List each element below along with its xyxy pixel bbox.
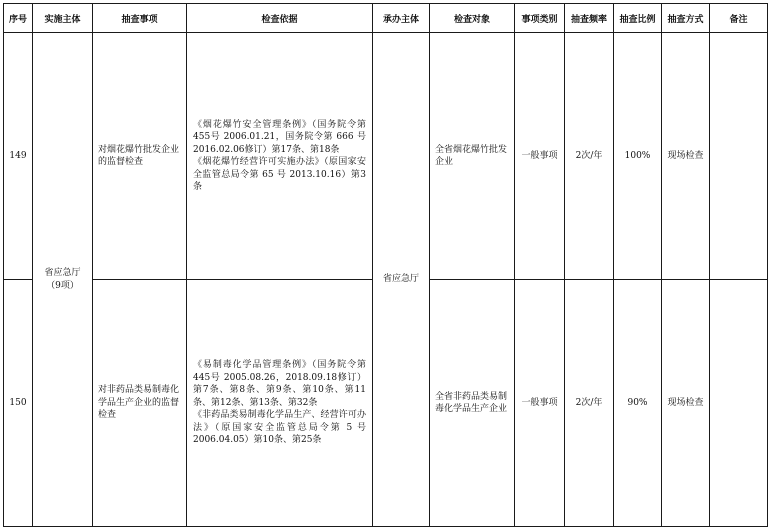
header-row xyxy=(4,4,768,33)
header-inspection-basis: 检查依据 xyxy=(187,4,373,33)
header-implementer: 实施主体 xyxy=(33,4,93,33)
serial-no-cell: 149 xyxy=(4,33,33,280)
table-row xyxy=(4,33,768,280)
frequency-cell: 2次/年 xyxy=(565,33,614,280)
header-inspection-item: 抽查事项 xyxy=(93,4,187,33)
header-item-category: 事项类别 xyxy=(515,4,565,33)
implementer-name: 省应急厅 xyxy=(44,268,81,278)
implementer-cell xyxy=(33,33,93,527)
header-method: 抽查方式 xyxy=(662,4,710,33)
serial-no-cell: 150 xyxy=(4,280,33,527)
inspection-basis-cell xyxy=(187,280,373,527)
header-serial-no: 序号 xyxy=(4,4,33,33)
header-organizer: 承办主体 xyxy=(373,4,430,33)
implementer-count: （9项） xyxy=(46,280,79,291)
item-category-cell: 一般事项 xyxy=(515,33,565,280)
remark-cell xyxy=(710,280,768,527)
header-inspection-target: 检查对象 xyxy=(430,4,515,33)
basis-text: 《易制毒化学品管理条例》（国务院令第445号 2005.08.26，2018.09.18修订）第7条、第8条、第9条、第10条、第11条、第12条、第13条、第32条 《非药品类易制毒化学品生产、经营许可办法》（原国家安全监管总局令第 5 号 2006.04.05）第10条、第25条 xyxy=(193,360,366,446)
inspection-table xyxy=(3,3,768,527)
inspection-target-cell: 全省烟花爆竹批发企业 xyxy=(430,33,515,280)
header-remark: 备注 xyxy=(710,4,768,33)
header-ratio: 抽查比例 xyxy=(614,4,662,33)
item-category-cell: 一般事项 xyxy=(515,280,565,527)
remark-cell xyxy=(710,33,768,280)
inspection-basis-cell xyxy=(187,33,373,280)
basis-text: 《烟花爆竹安全管理条例》（国务院令第455号 2006.01.21，国务院令第 666 号 2016.02.06修订）第17条、第18条 《烟花爆竹经营许可实施办法》（原国家安全监管总局令第 65 号 2013.10.16）第3条 xyxy=(193,119,366,192)
inspection-target-cell: 全省非药品类易制毒化学品生产企业 xyxy=(430,280,515,527)
method-cell: 现场检查 xyxy=(662,33,710,280)
organizer-cell: 省应急厅 xyxy=(373,33,430,527)
ratio-cell: 100% xyxy=(614,33,662,280)
ratio-cell: 90% xyxy=(614,280,662,527)
frequency-cell: 2次/年 xyxy=(565,280,614,527)
inspection-item-cell: 对烟花爆竹批发企业的监督检查 xyxy=(93,33,187,280)
method-cell: 现场检查 xyxy=(662,280,710,527)
inspection-item-cell: 对非药品类易制毒化学品生产企业的监督检查 xyxy=(93,280,187,527)
header-frequency: 抽查频率 xyxy=(565,4,614,33)
